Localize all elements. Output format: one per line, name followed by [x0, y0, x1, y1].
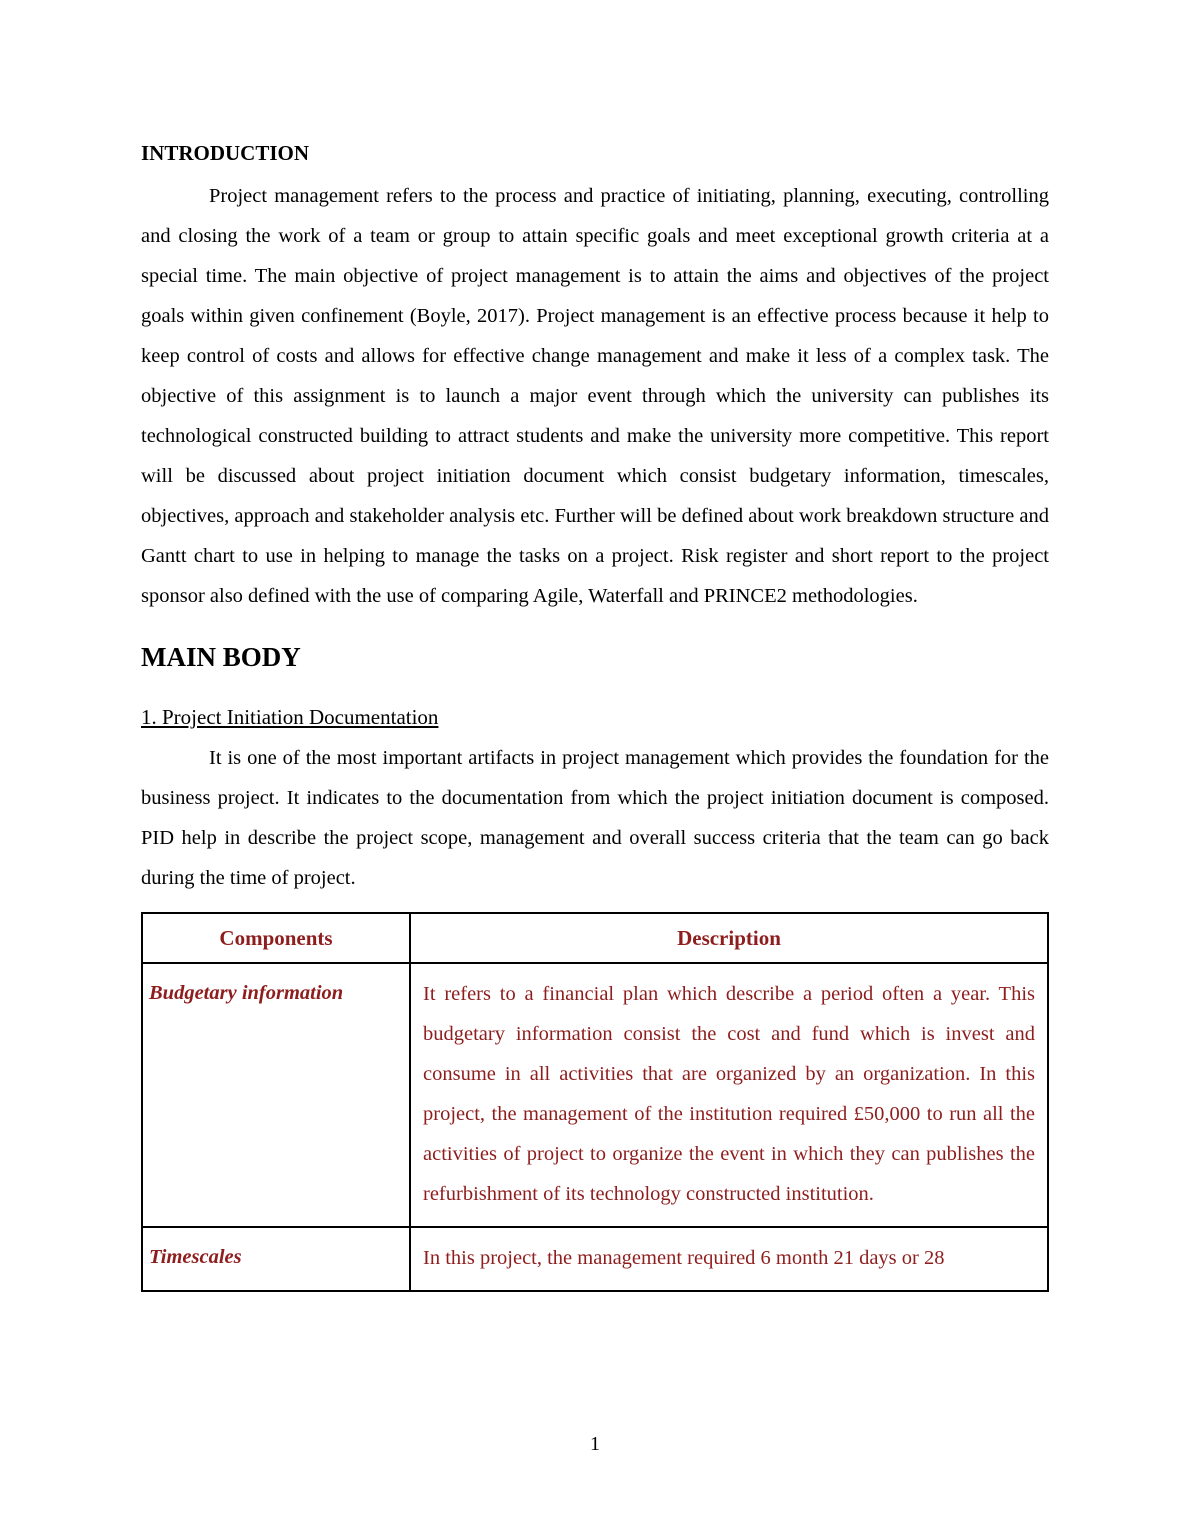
intro-heading: INTRODUCTION [141, 141, 310, 165]
description-timescales: In this project, the management required 6 month 21 days or 28 [410, 1227, 1048, 1291]
section-1-heading: 1. Project Initiation Documentation [141, 705, 439, 729]
intro-paragraph: Project management refers to the process and practice of initiating, planning, executing, controlling and closing the work of a team or group to attain specific goals and meet exceptional growth criteria at a special time. The main objective of project management is to attain the aims and objectives of the project goals within given confinement (Boyle, 2017). Project management is an effective process because it help to keep control of costs and allows for effective change management and make it less of a complex task. The objective of this assignment is to launch a major event through which the university can publishes its technological constructed building to attract students and make the university more competitive. This report will be discussed about project initiation document which consist budgetary information, timescales, objectives, approach and stakeholder analysis etc. Further will be defined about work breakdown structure and Gantt chart to use in helping to manage the tasks on a project. Risk register and short report to the project sponsor also defined with the use of comparing Agile, Waterfall and PRINCE2 methodologies. [141, 185, 1049, 607]
table-header-description: Description [410, 913, 1048, 963]
component-budgetary-information: Budgetary information [142, 963, 410, 1227]
component-timescales: Timescales [142, 1227, 410, 1291]
table-row [142, 963, 1048, 1227]
main-body-heading: MAIN BODY [141, 642, 301, 672]
description-budgetary-information: It refers to a financial plan which describe a period often a year. This budgetary information consist the cost and fund which is invest and consume in all activities that are organized by an organization. In this project, the management of the institution required £50,000 to run all the activities of project to organize the event in which they can publishes the refurbishment of its technology constructed institution. [410, 963, 1048, 1227]
section-1-paragraph: It is one of the most important artifacts in project management which provides the foundation for the business project. It indicates to the documentation from which the project initiation document is composed. PID help in describe the project scope, management and overall success criteria that the team can go back during the time of project. [141, 747, 1049, 889]
table-header-components: Components [142, 913, 410, 963]
table-row [142, 1227, 1048, 1291]
page-number: 1 [590, 1433, 600, 1455]
pid-components-table [141, 912, 1049, 1292]
table-header-row [142, 913, 1048, 963]
